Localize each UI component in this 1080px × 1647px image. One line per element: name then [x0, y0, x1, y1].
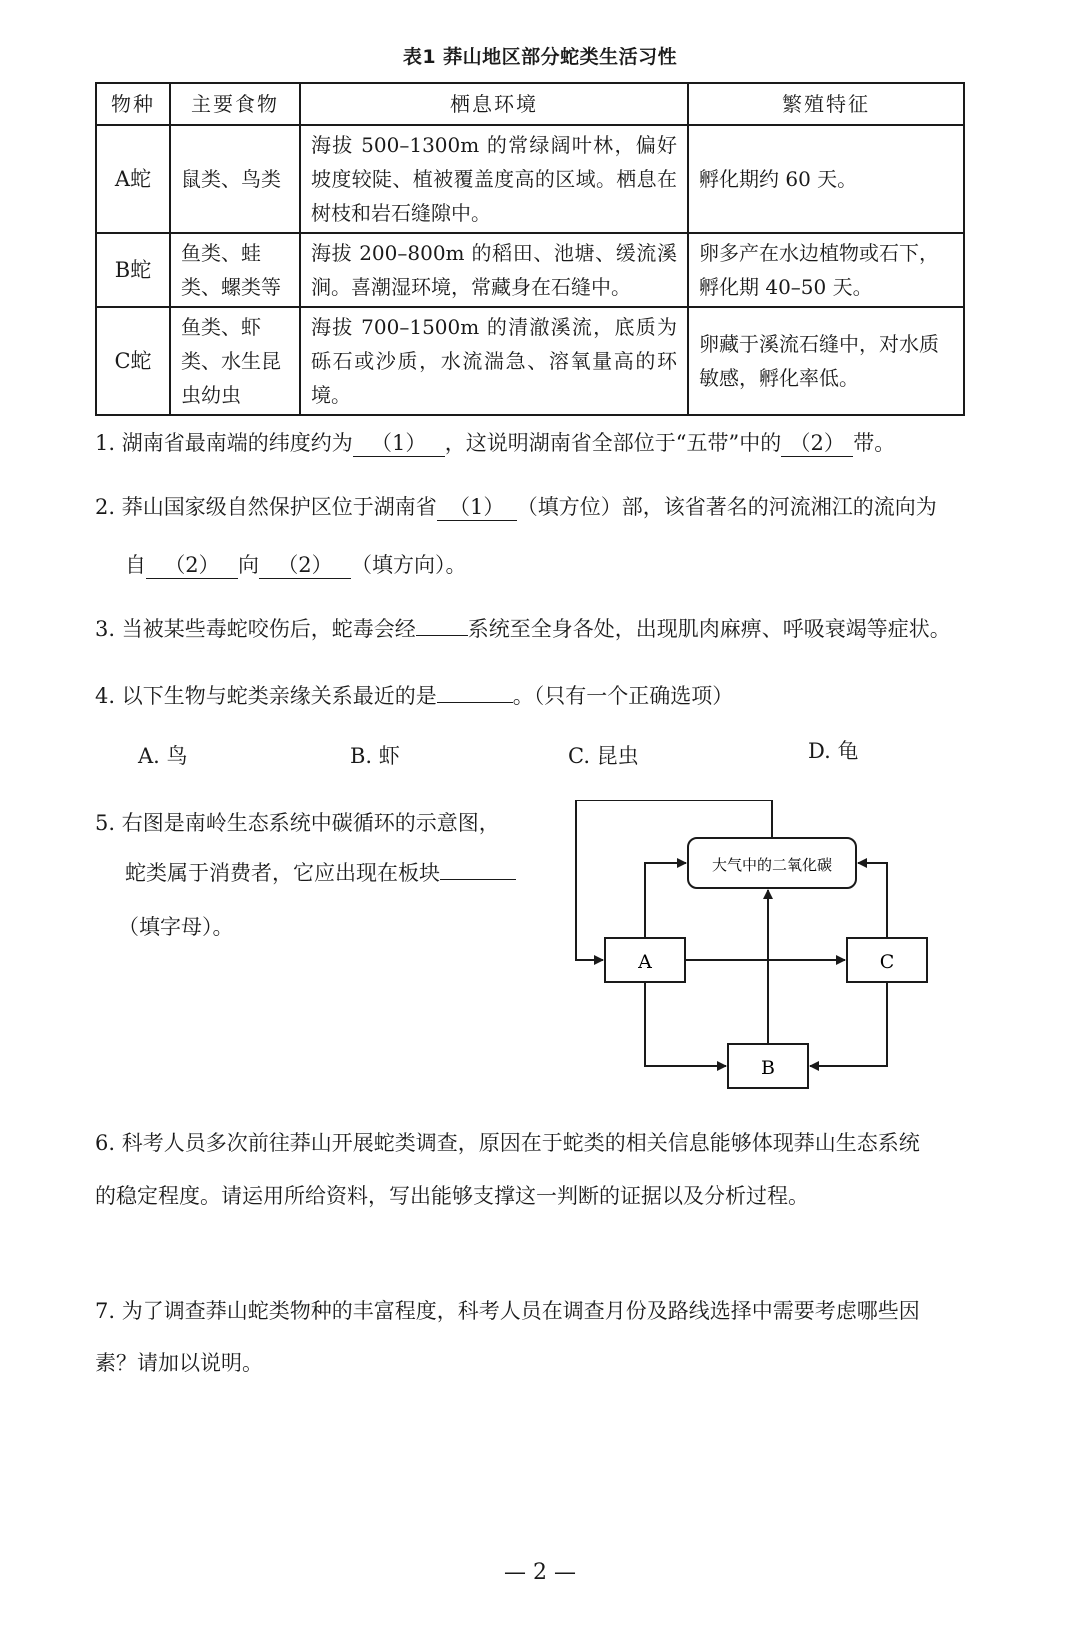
q2-text-2: （填方位）部，该省著名的河流湘江的流向为 [516, 495, 937, 519]
food-cell: 鱼类、虾类、水生昆虫幼虫 [170, 307, 300, 415]
question-5-line-3: （填字母）。 [118, 915, 234, 939]
food-cell: 鱼类、蛙类、螺类等 [170, 233, 300, 307]
q1-text-3: 带。 [853, 431, 896, 455]
q3-text-2: 系统至全身各处，出现肌肉麻痹、呼吸衰竭等症状。 [467, 617, 951, 641]
question-2-line-1 [95, 492, 937, 522]
q1-text-1: 1. 湖南省最南端的纬度约为 [95, 431, 353, 455]
q4-option-c[interactable]: C. 昆虫 [568, 744, 639, 768]
species-cell: B蛇 [96, 233, 170, 307]
breeding-cell: 卵多产在水边植物或石下，孵化期 40–50 天。 [688, 233, 964, 307]
co2-label: 大气中的二氧化碳 [711, 856, 833, 874]
q2-text-3: 自 [125, 553, 146, 577]
q4-option-a[interactable]: A. 鸟 [138, 744, 188, 768]
q3-blank[interactable] [416, 635, 468, 636]
q4-option-b[interactable]: B. 虾 [350, 744, 400, 768]
header-habitat: 栖息环境 [300, 83, 688, 125]
q2-blank-2[interactable]: （2） [146, 552, 238, 579]
question-4 [95, 681, 733, 711]
food-cell: 鼠类、鸟类 [170, 125, 300, 233]
snake-habits-table [95, 82, 965, 416]
box-a-label: A [638, 951, 652, 973]
question-1 [95, 428, 895, 458]
habitat-cell: 海拔 200–800m 的稻田、池塘、缓流溪涧。喜潮湿环境，常藏身在石缝中。 [300, 233, 688, 307]
species-cell: C蛇 [96, 307, 170, 415]
breeding-cell: 卵藏于溪流石缝中，对水质敏感，孵化率低。 [688, 307, 964, 415]
q2-text-5: （填方向）。 [351, 553, 467, 577]
q5-blank[interactable] [440, 879, 516, 880]
q4-text-2: 。（只有一个正确选项） [512, 684, 734, 708]
arrow-a-to-co2 [645, 863, 686, 938]
arrow-a-to-b [645, 982, 726, 1066]
habitat-cell: 海拔 700–1500m 的清澈溪流，底质为砾石或沙质，水流湍急、溶氧量高的环境。 [300, 307, 688, 415]
box-b-label: B [761, 1057, 775, 1079]
q2-text-4: 向 [238, 553, 259, 577]
question-6-line-2: 的稳定程度。请运用所给资料，写出能够支撑这一判断的证据以及分析过程。 [95, 1184, 809, 1208]
q4-blank[interactable] [437, 702, 513, 703]
table-row [96, 125, 964, 233]
question-5-line-1: 5. 右图是南岭生态系统中碳循环的示意图， [95, 811, 500, 835]
table-row [96, 307, 964, 415]
table-row [96, 233, 964, 307]
question-7-line-1: 7. 为了调查莽山蛇类物种的丰富程度，科考人员在调查月份及路线选择中需要考虑哪些因 [95, 1299, 920, 1323]
header-food: 主要食物 [170, 83, 300, 125]
habitat-cell: 海拔 500–1300m 的常绿阔叶林，偏好坡度较陡、植被覆盖度高的区域。栖息在树枝和岩石缝隙中。 [300, 125, 688, 233]
breeding-cell: 孵化期约 60 天。 [688, 125, 964, 233]
q1-blank-1[interactable]: （1） [353, 430, 445, 457]
header-breeding: 繁殖特征 [688, 83, 964, 125]
page-number: — 2 — [504, 1560, 576, 1585]
question-2-line-2 [125, 550, 467, 580]
carbon-cycle-diagram [560, 800, 960, 1100]
table-title: 表1 莽山地区部分蛇类生活习性 [402, 46, 678, 68]
q4-text-1: 4. 以下生物与蛇类亲缘关系最近的是 [95, 684, 437, 708]
q2-blank-3[interactable]: （2） [259, 552, 351, 579]
arrow-c-to-co2 [858, 863, 887, 938]
header-species: 物种 [96, 83, 170, 125]
q2-blank-1[interactable]: （1） [437, 494, 517, 521]
question-5-line-2 [125, 858, 516, 888]
q1-text-2: ，这说明湖南省全部位于“五带”中的 [444, 431, 782, 455]
question-6-line-1: 6. 科考人员多次前往莽山开展蛇类调查，原因在于蛇类的相关信息能够体现莽山生态系统 [95, 1131, 920, 1155]
q2-text-1: 2. 莽山国家级自然保护区位于湖南省 [95, 495, 437, 519]
q1-blank-2[interactable]: （2） [781, 430, 853, 457]
question-3 [95, 614, 951, 644]
box-c-label: C [879, 951, 895, 973]
q4-option-d[interactable]: D. 龟 [808, 739, 859, 763]
q3-text-1: 3. 当被某些毒蛇咬伤后，蛇毒会经 [95, 617, 416, 641]
table-header-row [96, 83, 964, 125]
question-7-line-2: 素？请加以说明。 [95, 1351, 263, 1375]
arrow-c-to-b [810, 982, 887, 1066]
species-cell: A蛇 [96, 125, 170, 233]
q5-text-2: 蛇类属于消费者，它应出现在板块 [125, 861, 440, 885]
